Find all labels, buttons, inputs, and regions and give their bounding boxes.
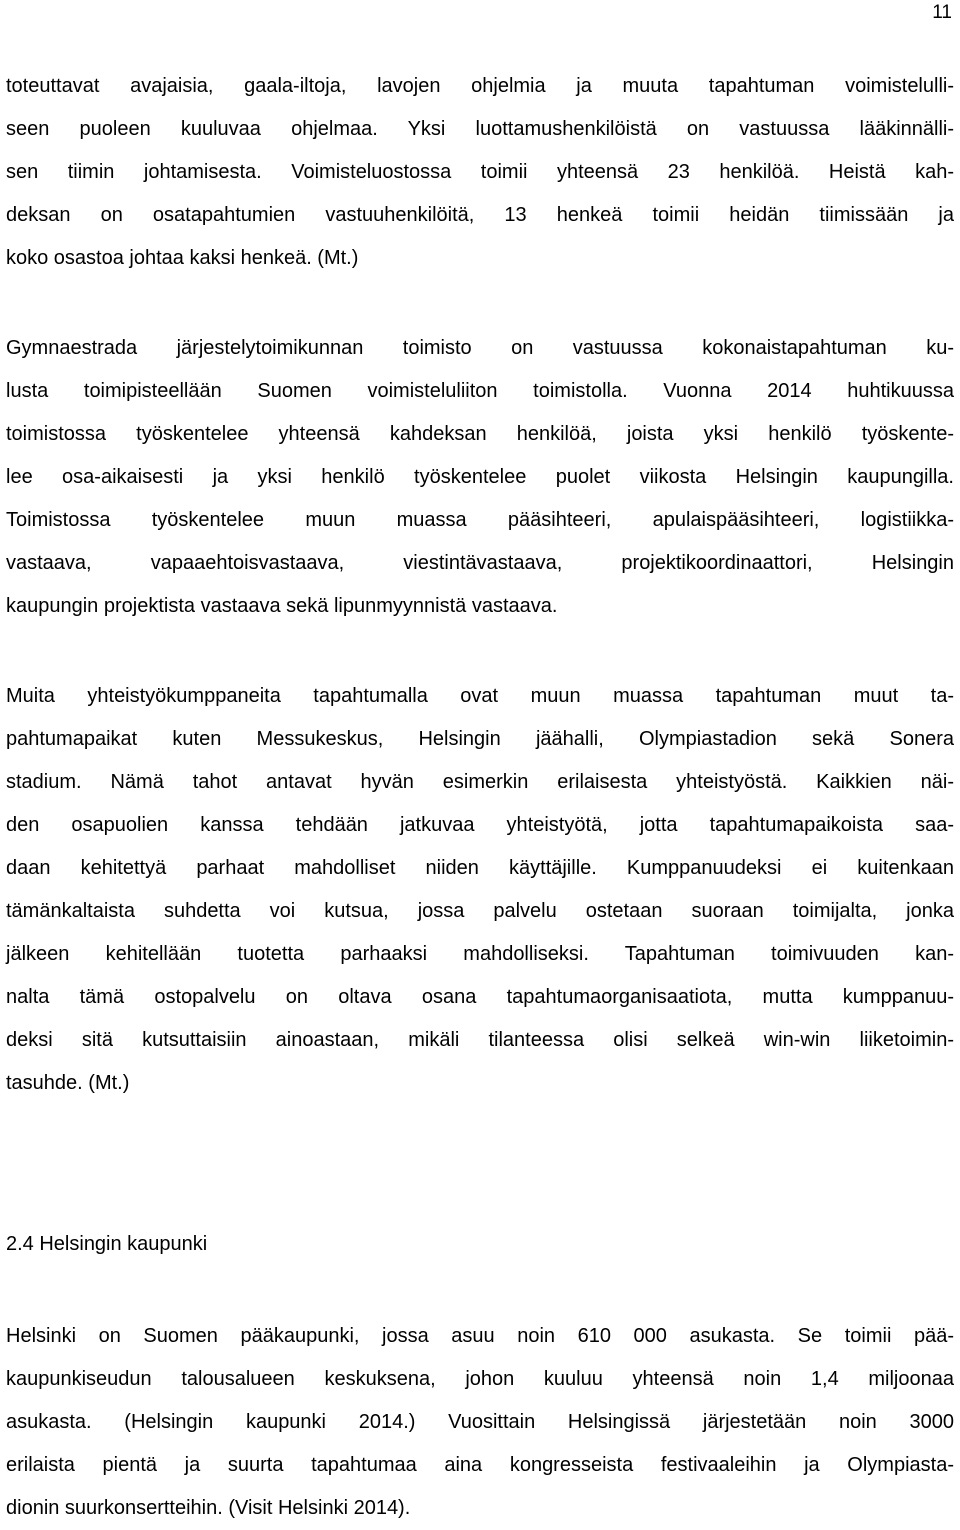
paragraph-voimisteluosasto — [6, 65, 954, 280]
text-line: daan kehitettyä parhaat mahdolliset niiden käyttäjille. Kumppanuudeksi ei kuitenkaan — [6, 857, 954, 879]
text-line: tasuhde. (Mt.) — [6, 1072, 130, 1094]
section-heading: 2.4 Helsingin kaupunki — [6, 1233, 208, 1255]
paragraph-helsinki — [6, 1315, 954, 1530]
text-line: asukasta. (Helsingin kaupunki 2014.) Vuosittain Helsingissä järjestetään noin 3000 — [6, 1411, 954, 1433]
text-line: lee osa-aikaisesti ja yksi henkilö työskentelee puolet viikosta Helsingin kaupungilla. — [6, 466, 954, 488]
text-line: kaupunkiseudun talousalueen keskuksena, johon kuuluu yhteensä noin 1,4 miljoonaa — [6, 1368, 954, 1390]
text-line: sen tiimin johtamisesta. Voimisteluostossa toimii yhteensä 23 henkilöä. Heistä kah- — [6, 161, 954, 183]
text-line: erilaista pientä ja suurta tapahtumaa aina kongresseista festivaaleihin ja Olympiasta- — [6, 1454, 954, 1476]
text-line: nalta tämä ostopalvelu on oltava osana tapahtumaorganisaatiota, mutta kumppanuu- — [6, 986, 954, 1008]
text-line: vastaava, vapaaehtoisvastaava, viestintävastaava, projektikoordinaattori, Helsingin — [6, 552, 954, 574]
text-line: toteuttavat avajaisia, gaala-iltoja, lavojen ohjelmia ja muuta tapahtuman voimistelulli- — [6, 75, 954, 97]
text-line: pahtumapaikat kuten Messukeskus, Helsingin jäähalli, Olympiastadion sekä Sonera — [6, 728, 954, 750]
text-line: Toimistossa työskentelee muun muassa pääsihteeri, apulaispääsihteeri, logistiikka- — [6, 509, 954, 531]
text-line: toimistossa työskentelee yhteensä kahdeksan henkilöä, joista yksi henkilö työskente- — [6, 423, 954, 445]
text-line: jälkeen kehitellään tuotetta parhaaksi mahdolliseksi. Tapahtuman toimivuuden kan- — [6, 943, 954, 965]
text-line: Helsinki on Suomen pääkaupunki, jossa asuu noin 610 000 asukasta. Se toimii pää- — [6, 1325, 954, 1347]
paragraph-yhteistyokumppanit — [6, 675, 954, 1105]
text-line: stadium. Nämä tahot antavat hyvän esimerkin erilaisesta yhteistyöstä. Kaikkien näi- — [6, 771, 954, 793]
text-line: lusta toimipisteellään Suomen voimisteluliiton toimistolla. Vuonna 2014 huhtikuussa — [6, 380, 954, 402]
text-line: Gymnaestrada järjestelytoimikunnan toimisto on vastuussa kokonaistapahtuman ku- — [6, 337, 954, 359]
text-line: deksi sitä kutsuttaisiin ainoastaan, mikäli tilanteessa olisi selkeä win-win liiketoimin- — [6, 1029, 954, 1051]
text-line: seen puoleen kuuluvaa ohjelmaa. Yksi luottamushenkilöistä on vastuussa lääkinnälli- — [6, 118, 954, 140]
text-line: dionin suurkonsertteihin. (Visit Helsinki 2014). — [6, 1497, 411, 1519]
paragraph-toimisto — [6, 327, 954, 628]
text-line: koko osastoa johtaa kaksi henkeä. (Mt.) — [6, 247, 359, 269]
page-number: 11 — [932, 2, 952, 23]
text-line: Muita yhteistyökumppaneita tapahtumalla ovat muun muassa tapahtuman muut ta- — [6, 685, 954, 707]
text-line: tämänkaltaista suhdetta voi kutsua, jossa palvelu ostetaan suoraan toimijalta, jonka — [6, 900, 954, 922]
text-line: kaupungin projektista vastaava sekä lipunmyynnistä vastaava. — [6, 595, 558, 617]
text-line: deksan on osatapahtumien vastuuhenkilöitä, 13 henkeä toimii heidän tiimissään ja — [6, 204, 954, 226]
text-line: den osapuolien kanssa tehdään jatkuvaa yhteistyötä, jotta tapahtumapaikoista saa- — [6, 814, 954, 836]
